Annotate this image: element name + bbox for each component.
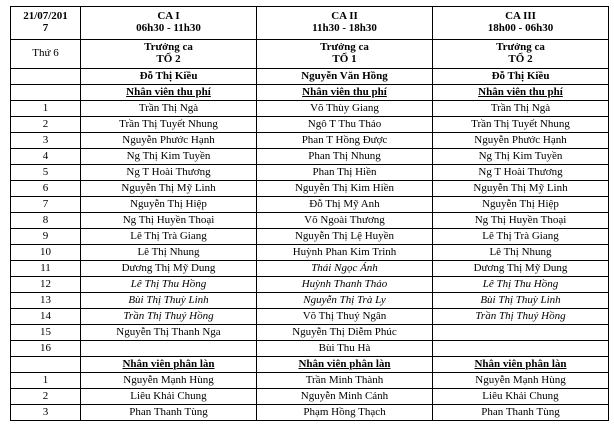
shift-3-lane-title: Nhân viên phân làn <box>433 357 609 373</box>
toll-staff-row <box>11 341 609 357</box>
shift-1-lane-title: Nhân viên phân làn <box>81 357 257 373</box>
lane-section-row <box>11 357 609 373</box>
shift-2-staff: Phan Thị Hiền <box>257 165 433 181</box>
shift-2-staff: Huỳnh Phan Kim Trinh <box>257 245 433 261</box>
shift-3-staff: Nguyễn Thị Hiệp <box>433 197 609 213</box>
toll-staff-row <box>11 325 609 341</box>
toll-staff-row <box>11 213 609 229</box>
row-number: 16 <box>11 341 81 357</box>
shift-3-lane-staff: Nguyễn Mạnh Hùng <box>433 373 609 389</box>
lane-section-blank <box>11 357 81 373</box>
shift-3-header: CA III 18h00 - 06h30 <box>433 7 609 40</box>
shift-1-lane-staff: Liêu Khải Chung <box>81 389 257 405</box>
shift-1-staff: Nguyễn Phước Hạnh <box>81 133 257 149</box>
date-cell: 21/07/201 7 <box>11 7 81 40</box>
toll-staff-row <box>11 149 609 165</box>
toll-staff-row <box>11 229 609 245</box>
row-number: 3 <box>11 405 81 421</box>
row-number: 6 <box>11 181 81 197</box>
shift-header-row <box>11 7 609 40</box>
shift-2-lane-staff: Phạm Hồng Thạch <box>257 405 433 421</box>
shift-roster-table <box>10 6 609 421</box>
shift-3-staff: Ng Thị Huyền Thoại <box>433 213 609 229</box>
row-number: 14 <box>11 309 81 325</box>
toll-staff-row <box>11 245 609 261</box>
shift-3-staff: Trần Thị Thuý Hồng <box>433 309 609 325</box>
shift-3-section-title: Nhân viên thu phí <box>433 85 609 101</box>
lane-staff-row <box>11 389 609 405</box>
toll-staff-row <box>11 197 609 213</box>
lane-staff-row <box>11 405 609 421</box>
row-number: 3 <box>11 133 81 149</box>
row-number: 2 <box>11 117 81 133</box>
shift-1-section-title: Nhân viên thu phí <box>81 85 257 101</box>
row-number: 1 <box>11 101 81 117</box>
toll-staff-row <box>11 181 609 197</box>
shift-3-leader: Đỗ Thị Kiều <box>433 69 609 85</box>
shift-2-staff: Võ Thị Thuý Ngân <box>257 309 433 325</box>
shift-3-lane-staff: Phan Thanh Tùng <box>433 405 609 421</box>
row-number: 8 <box>11 213 81 229</box>
shift-3-staff: Lê Thị Thu Hồng <box>433 277 609 293</box>
shift-2-staff: Thái Ngọc Ánh <box>257 261 433 277</box>
toll-section-row <box>11 85 609 101</box>
shift-1-staff: Ng Thị Huyền Thoại <box>81 213 257 229</box>
shift-2-staff: Đỗ Thị Mỹ Anh <box>257 197 433 213</box>
shift-1-staff: Nguyễn Thị Thanh Nga <box>81 325 257 341</box>
shift-2-staff: Bùi Thu Hà <box>257 341 433 357</box>
shift-1-staff: Trần Thị Tuyết Nhung <box>81 117 257 133</box>
shift-2-staff: Ngô T Thu Thảo <box>257 117 433 133</box>
shift-3-staff <box>433 341 609 357</box>
toll-staff-row <box>11 133 609 149</box>
shift-2-staff: Võ Ngoài Thương <box>257 213 433 229</box>
row-number: 10 <box>11 245 81 261</box>
toll-staff-row <box>11 165 609 181</box>
shift-3-staff <box>433 325 609 341</box>
shift-1-lane-staff: Phan Thanh Tùng <box>81 405 257 421</box>
row-number: 13 <box>11 293 81 309</box>
shift-1-staff: Lê Thị Thu Hồng <box>81 277 257 293</box>
shift-3-lane-staff: Liêu Khải Chung <box>433 389 609 405</box>
shift-1-header: CA I 06h30 - 11h30 <box>81 7 257 40</box>
toll-staff-row <box>11 101 609 117</box>
team-row <box>11 40 609 69</box>
shift-2-staff: Phan Thị Nhung <box>257 149 433 165</box>
row-number: 5 <box>11 165 81 181</box>
row-number: 2 <box>11 389 81 405</box>
shift-3-staff: Lê Thị Nhung <box>433 245 609 261</box>
shift-3-staff: Nguyễn Phước Hạnh <box>433 133 609 149</box>
shift-3-staff: Trần Thị Ngà <box>433 101 609 117</box>
shift-2-lane-title: Nhân viên phân làn <box>257 357 433 373</box>
leader-row <box>11 69 609 85</box>
toll-staff-row <box>11 261 609 277</box>
shift-1-staff: Ng Thị Kim Tuyền <box>81 149 257 165</box>
row-number: 7 <box>11 197 81 213</box>
shift-1-staff: Nguyễn Thị Hiệp <box>81 197 257 213</box>
shift-2-team: Trưởng ca TỔ 1 <box>257 40 433 69</box>
row-number: 11 <box>11 261 81 277</box>
shift-3-staff: Nguyễn Thị Mỹ Linh <box>433 181 609 197</box>
shift-3-team: Trưởng ca TỔ 2 <box>433 40 609 69</box>
shift-3-staff: Ng Thị Kim Tuyền <box>433 149 609 165</box>
shift-2-section-title: Nhân viên thu phí <box>257 85 433 101</box>
shift-3-staff: Bùi Thị Thuỳ Linh <box>433 293 609 309</box>
row-number: 1 <box>11 373 81 389</box>
row-number: 12 <box>11 277 81 293</box>
shift-1-leader: Đỗ Thị Kiều <box>81 69 257 85</box>
shift-2-staff: Phan T Hồng Được <box>257 133 433 149</box>
row-number: 9 <box>11 229 81 245</box>
shift-1-staff: Dương Thị Mỹ Dung <box>81 261 257 277</box>
shift-1-staff: Bùi Thị Thuỳ Linh <box>81 293 257 309</box>
shift-3-staff: Lê Thị Trà Giang <box>433 229 609 245</box>
row-number: 15 <box>11 325 81 341</box>
shift-2-lane-staff: Nguyễn Minh Cảnh <box>257 389 433 405</box>
shift-1-staff: Nguyễn Thị Mỹ Linh <box>81 181 257 197</box>
shift-2-header: CA II 11h30 - 18h30 <box>257 7 433 40</box>
shift-2-leader: Nguyễn Văn Hồng <box>257 69 433 85</box>
toll-staff-row <box>11 293 609 309</box>
shift-1-team: Trưởng ca TỔ 2 <box>81 40 257 69</box>
shift-2-staff: Nguyễn Thị Diễm Phúc <box>257 325 433 341</box>
toll-staff-row <box>11 277 609 293</box>
shift-2-lane-staff: Trần Minh Thành <box>257 373 433 389</box>
shift-2-staff: Nguyễn Thị Kim Hiền <box>257 181 433 197</box>
shift-1-staff: Trần Thị Ngà <box>81 101 257 117</box>
shift-1-staff: Ng T Hoài Thương <box>81 165 257 181</box>
shift-2-staff: Nguyễn Thị Trà Ly <box>257 293 433 309</box>
shift-3-staff: Ng T Hoài Thương <box>433 165 609 181</box>
shift-3-staff: Dương Thị Mỹ Dung <box>433 261 609 277</box>
shift-2-staff: Võ Thùy Giang <box>257 101 433 117</box>
toll-staff-row <box>11 117 609 133</box>
shift-2-staff: Huỳnh Thanh Thảo <box>257 277 433 293</box>
shift-1-staff: Trần Thị Thuý Hồng <box>81 309 257 325</box>
toll-staff-row <box>11 309 609 325</box>
lane-staff-row <box>11 373 609 389</box>
row-number: 4 <box>11 149 81 165</box>
shift-2-staff: Nguyễn Thị Lệ Huyền <box>257 229 433 245</box>
weekday-cell: Thứ 6 <box>11 40 81 69</box>
shift-1-staff: Lê Thị Trà Giang <box>81 229 257 245</box>
shift-3-staff: Trần Thị Tuyết Nhung <box>433 117 609 133</box>
shift-1-staff: Lê Thị Nhung <box>81 245 257 261</box>
shift-1-staff <box>81 341 257 357</box>
shift-1-lane-staff: Nguyễn Mạnh Hùng <box>81 373 257 389</box>
